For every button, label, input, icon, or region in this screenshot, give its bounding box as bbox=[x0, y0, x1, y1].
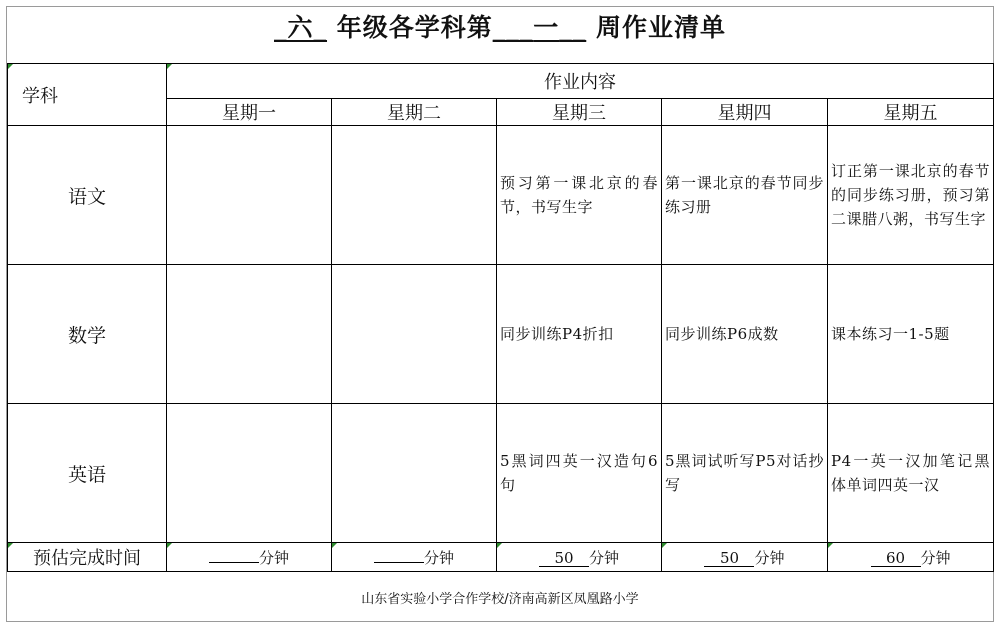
title-tail: 周作业清单 bbox=[595, 13, 726, 42]
time-unit: 分钟 bbox=[423, 548, 454, 567]
day-header-tue: 星期二 bbox=[332, 99, 497, 126]
cell-math-wed: 同步训练P4折扣 bbox=[497, 265, 662, 404]
title-grade: _六_ bbox=[274, 13, 328, 42]
time-value-wed: 50 bbox=[539, 550, 589, 567]
cell-chinese-mon bbox=[167, 126, 332, 265]
subject-math: 数学 bbox=[8, 265, 167, 404]
cell-chinese-thu: 第一课北京的春节同步练习册 bbox=[662, 126, 828, 265]
cell-english-mon bbox=[167, 404, 332, 543]
day-header-fri: 星期五 bbox=[828, 99, 994, 126]
time-cell-mon bbox=[167, 543, 332, 572]
time-cell-tue bbox=[332, 543, 497, 572]
cell-chinese-tue bbox=[332, 126, 497, 265]
table-row-time bbox=[8, 543, 994, 572]
time-label: 预估完成时间 bbox=[8, 543, 167, 572]
time-unit: 分钟 bbox=[258, 548, 289, 567]
table-row-english bbox=[8, 404, 994, 543]
time-cell-fri bbox=[828, 543, 994, 572]
time-cell-thu bbox=[662, 543, 828, 572]
cell-math-thu: 同步训练P6成数 bbox=[662, 265, 828, 404]
header-row-top bbox=[8, 64, 994, 99]
time-unit: 分钟 bbox=[588, 548, 619, 567]
time-value-fri: 60 bbox=[871, 550, 921, 567]
cell-english-thu: 5黑词试听写P5对话抄写 bbox=[662, 404, 828, 543]
day-header-mon: 星期一 bbox=[167, 99, 332, 126]
content-header: 作业内容 bbox=[167, 64, 994, 99]
time-unit: 分钟 bbox=[754, 548, 785, 567]
table-row-math bbox=[8, 265, 994, 404]
subject-chinese: 语文 bbox=[8, 126, 167, 265]
cell-chinese-fri: 订正第一课北京的春节的同步练习册，预习第二课腊八粥，书写生字 bbox=[828, 126, 994, 265]
homework-table bbox=[7, 63, 994, 572]
time-cell-wed bbox=[497, 543, 662, 572]
day-header-thu: 星期四 bbox=[662, 99, 828, 126]
title-mid: 年级各学科第 bbox=[336, 13, 493, 42]
cell-chinese-wed: 预习第一课北京的春节，书写生字 bbox=[497, 126, 662, 265]
cell-math-fri: 课本练习一1-5题 bbox=[828, 265, 994, 404]
cell-english-wed: 5黑词四英一汉造句6句 bbox=[497, 404, 662, 543]
cell-math-mon bbox=[167, 265, 332, 404]
subject-header: 学科 bbox=[8, 64, 167, 126]
page-title bbox=[0, 8, 1000, 44]
time-value-tue bbox=[374, 562, 424, 563]
time-value-thu: 50 bbox=[704, 550, 754, 567]
title-week: ___一__ bbox=[492, 13, 587, 42]
table-row-chinese bbox=[8, 126, 994, 265]
cell-english-tue bbox=[332, 404, 497, 543]
time-unit: 分钟 bbox=[920, 548, 951, 567]
day-header-wed: 星期三 bbox=[497, 99, 662, 126]
cell-math-tue bbox=[332, 265, 497, 404]
time-value-mon bbox=[209, 562, 259, 563]
footer-school-name: 山东省实验小学合作学校/济南高新区凤凰路小学 bbox=[361, 592, 639, 607]
subject-english: 英语 bbox=[8, 404, 167, 543]
cell-english-fri: P4一英一汉加笔记黑体单词四英一汉 bbox=[828, 404, 994, 543]
